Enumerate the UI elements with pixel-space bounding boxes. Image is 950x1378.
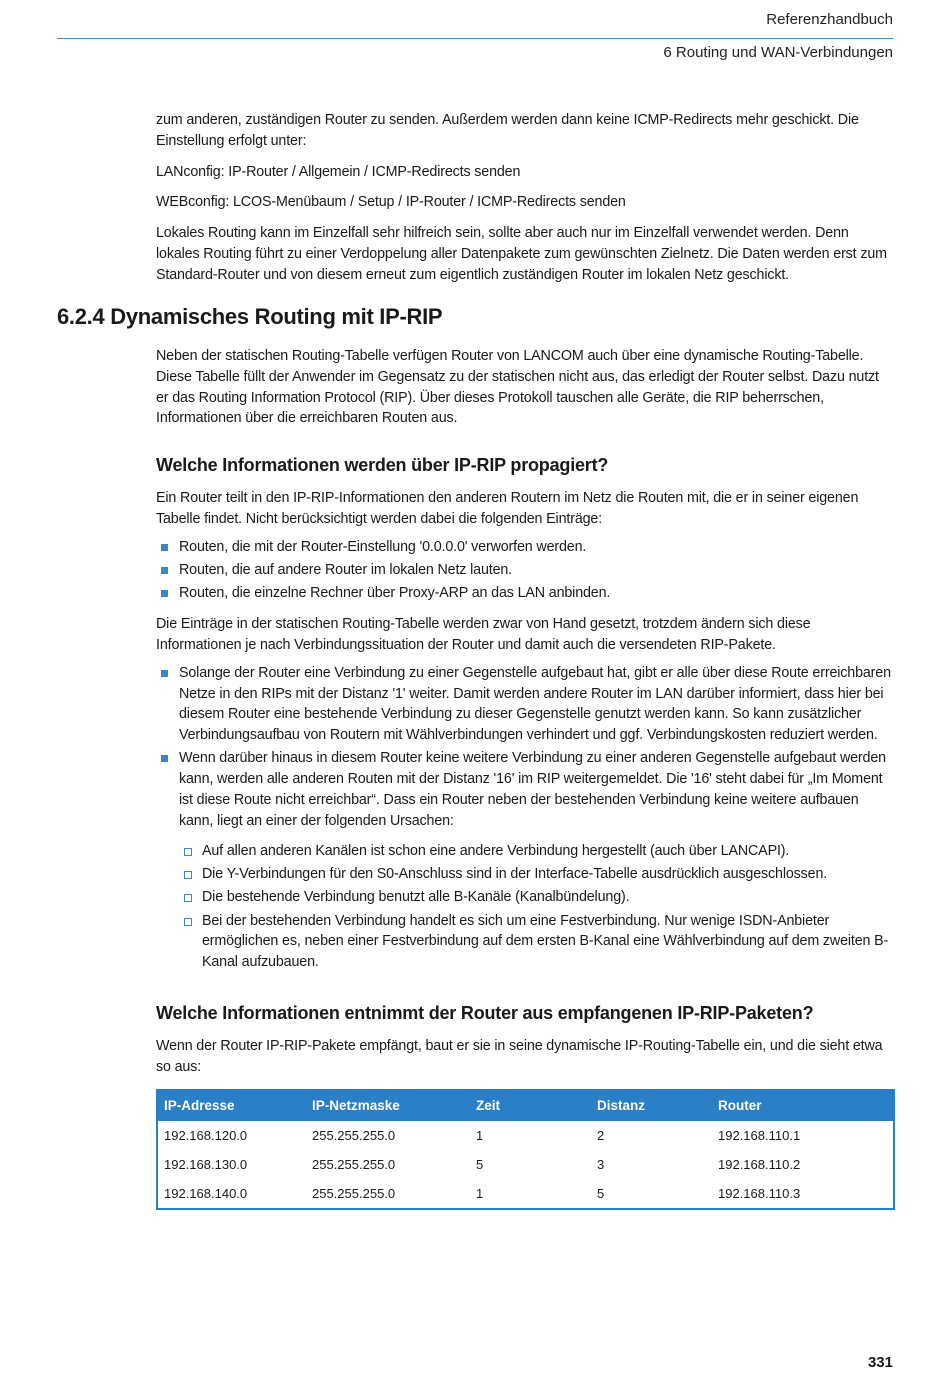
hollow-square-bullet-icon bbox=[184, 918, 192, 926]
sub-list-item bbox=[179, 841, 894, 862]
propagated-paragraph-2: Die Einträge in der statischen Routing-Tabelle werden zwar von Hand gesetzt, trotzdem ändern sich diese Informationen je nach Verbindungssituation der Router und damit auch die versendeten RIP-Pakete. bbox=[156, 616, 811, 653]
cell-router: 192.168.110.3 bbox=[718, 1185, 801, 1201]
cell-distance: 2 bbox=[591, 1120, 712, 1150]
intro-paragraph-1: zum anderen, zuständigen Router zu senden. Außerdem werden dann keine ICMP-Redirects mehr geschickt. Die Einstellung erfolgt unter: bbox=[156, 112, 859, 149]
cell-distance: 3 bbox=[597, 1156, 605, 1172]
list-item bbox=[156, 537, 894, 558]
cell-time: 5 bbox=[476, 1156, 484, 1172]
webconfig-path: WEBconfig: LCOS-Menübaum / Setup / IP-Router / ICMP-Redirects senden bbox=[156, 194, 626, 211]
cell-netmask: 255.255.255.0 bbox=[312, 1156, 396, 1172]
cell-time: 1 bbox=[470, 1120, 591, 1150]
manual-title: Referenzhandbuch bbox=[766, 11, 893, 28]
hollow-square-bullet-icon bbox=[184, 848, 192, 856]
table-row bbox=[157, 1120, 894, 1150]
list-item bbox=[156, 583, 894, 604]
cell-netmask: 255.255.255.0 bbox=[312, 1185, 396, 1201]
received-paragraph: Wenn der Router IP-RIP-Pakete empfängt, baut er sie in seine dynamische IP-Routing-Tabelle ein, und die sieht etwa so aus: bbox=[156, 1037, 883, 1075]
intro-block bbox=[156, 110, 894, 286]
list-item-text: Wenn darüber hinaus in diesem Router keine weitere Verbindung zu einer anderen Gegenstelle aufgebaut werden kann, werden alle anderen Routen mit der Distanz '16' im RIP weitergemeldet. Die '16' steht dabei für „Im Moment ist diese Route nicht erreichbar“. Dass ein Router neben der bestehenden Verbindung keine weitere aufbauen kann, liegt an einer der folgenden Ursachen: bbox=[179, 750, 886, 829]
list-item-text: Routen, die einzelne Rechner über Proxy-ARP an das LAN anbinden. bbox=[179, 585, 611, 602]
column-header-time: Zeit bbox=[470, 1090, 591, 1121]
bullet-icon bbox=[161, 755, 168, 762]
chapter-title: 6 Routing und WAN-Verbindungen bbox=[663, 44, 893, 61]
cell-distance: 5 bbox=[597, 1185, 605, 1201]
sub-list-item-text: Die Y-Verbindungen für den S0-Anschluss sind in der Interface-Tabelle ausdrücklich ausgeschlossen. bbox=[202, 865, 828, 882]
sub-list-item-text: Die bestehende Verbindung benutzt alle B-Kanäle (Kanalbündelung). bbox=[202, 889, 630, 906]
section-body bbox=[156, 346, 894, 1210]
sub-list-item bbox=[179, 864, 894, 885]
list-item bbox=[156, 560, 894, 581]
sub-list-item bbox=[179, 911, 894, 973]
column-header-distance: Distanz bbox=[591, 1090, 712, 1121]
cell-router: 192.168.110.2 bbox=[718, 1156, 801, 1172]
table-row bbox=[157, 1179, 894, 1209]
bullet-icon bbox=[161, 670, 168, 677]
list-item-text: Routen, die mit der Router-Einstellung '0.0.0.0' verworfen werden. bbox=[179, 538, 587, 555]
sub-list-item-text: Bei der bestehenden Verbindung handelt es sich um eine Festverbindung. Nur wenige ISDN-Anbieter ermöglichen es, neben einer Festverbindung auf dem ersten B-Kanal eine Wählverbindung auf dem zweiten B-Kanal aufzubauen. bbox=[202, 912, 889, 971]
list-item bbox=[156, 748, 894, 831]
connection-situation-list bbox=[156, 663, 894, 832]
header-divider bbox=[57, 38, 893, 39]
list-item-text: Routen, die auf andere Router im lokalen Netz lauten. bbox=[179, 562, 512, 579]
page-number: 331 bbox=[867, 1354, 893, 1371]
table-row bbox=[157, 1150, 894, 1179]
column-header-ip-address: IP-Adresse bbox=[157, 1090, 306, 1121]
cell-ip-address: 192.168.130.0 bbox=[164, 1156, 248, 1172]
column-header-router: Router bbox=[712, 1090, 894, 1121]
table-header-row bbox=[157, 1090, 894, 1121]
bullet-icon bbox=[161, 544, 168, 551]
section-heading: 6.2.4 Dynamisches Routing mit IP-RIP bbox=[57, 304, 443, 329]
list-item-text: Solange der Router eine Verbindung zu einer Gegenstelle aufgebaut hat, gibt er alle über diese Route erreichbaren Netze in den RIPs mit der Distanz '1' weiter. Damit werden andere Router im LAN darüber informiert, dass hier bei diesem Router eine bestehende Verbindung zu dieser Gegenstelle genutzt werden kann. So kann zusätzlicher Verbindungsaufbau von Routern mit Wählverbindungen verhindert und ggf. Verbindungskosten reduziert werden. bbox=[179, 664, 891, 744]
list-item bbox=[156, 663, 894, 746]
excluded-entries-list bbox=[156, 537, 894, 604]
subsection-heading-propagated: Welche Informationen werden über IP-RIP propagiert? bbox=[156, 455, 609, 476]
cell-ip-address: 192.168.120.0 bbox=[157, 1120, 306, 1150]
intro-paragraph-local-routing: Lokales Routing kann im Einzelfall sehr hilfreich sein, sollte aber auch nur im Einzelfall verwendet werden. Denn lokales Routing führt zu einer Verdoppelung aller Datenpakete zum gewünschten Zielnetz. Die Daten werden erst zum Standard-Router und von diesem erneut zum eigentlich zuständigen Router im lokalen Netz geschickt. bbox=[156, 225, 887, 283]
sub-list-item-text: Auf allen anderen Kanälen ist schon eine andere Verbindung hergestellt (auch über LANCAPI). bbox=[202, 842, 790, 859]
cell-ip-address: 192.168.140.0 bbox=[164, 1185, 248, 1201]
cell-time: 1 bbox=[476, 1185, 484, 1201]
hollow-square-bullet-icon bbox=[184, 871, 192, 879]
column-header-netmask: IP-Netzmaske bbox=[306, 1090, 470, 1121]
rip-routing-table bbox=[156, 1089, 895, 1210]
subsection-heading-received: Welche Informationen entnimmt der Router aus empfangenen IP-RIP-Paketen? bbox=[156, 1002, 814, 1023]
hollow-square-bullet-icon bbox=[184, 894, 192, 902]
cell-netmask: 255.255.255.0 bbox=[306, 1120, 470, 1150]
causes-list bbox=[156, 841, 894, 973]
section-paragraph: Neben der statischen Routing-Tabelle verfügen Router von LANCOM auch über eine dynamische Routing-Tabelle. Diese Tabelle füllt der Anwender im Gegensatz zu der statischen nicht aus, das erledigt der Router selbst. Dazu nutzt er das Routing Information Protocol (RIP). Über dieses Protokoll tauschen alle Geräte, die RIP beherrschen, Informationen über die erreichbaren Routen aus. bbox=[156, 348, 879, 427]
bullet-icon bbox=[161, 590, 168, 597]
lanconfig-path: LANconfig: IP-Router / Allgemein / ICMP-Redirects senden bbox=[156, 163, 521, 180]
sub-list-item bbox=[179, 887, 894, 908]
cell-router: 192.168.110.1 bbox=[712, 1120, 894, 1150]
propagated-paragraph-1: Ein Router teilt in den IP-RIP-Informationen den anderen Routern im Netz die Routen mit, die er in seiner eigenen Tabelle findet. Nicht berücksichtigt werden dabei die folgenden Einträge: bbox=[156, 490, 859, 527]
bullet-icon bbox=[161, 567, 168, 574]
